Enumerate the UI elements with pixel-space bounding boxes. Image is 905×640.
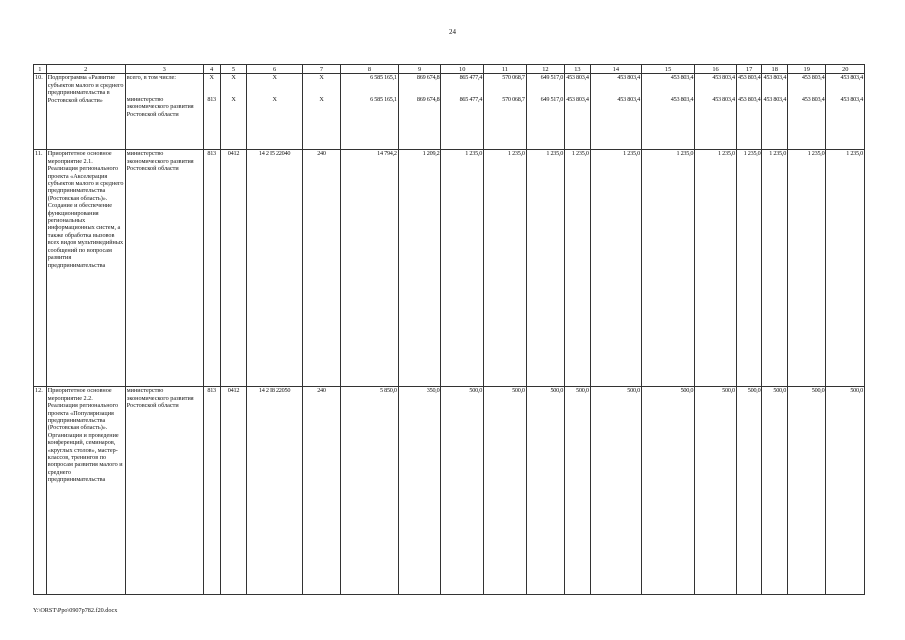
cell: Х bbox=[302, 74, 340, 96]
header-cell: 11 bbox=[484, 65, 527, 74]
value-cell: 500,0 bbox=[826, 387, 865, 595]
executor: всего, в том числе: bbox=[125, 74, 203, 96]
header-cell: 8 bbox=[341, 65, 399, 74]
value-cell: 453 803,4 bbox=[590, 96, 641, 150]
value-cell: 500,0 bbox=[762, 387, 788, 595]
value-cell: 453 803,4 bbox=[736, 74, 762, 96]
cell: 813 bbox=[203, 150, 220, 387]
cell: 240 bbox=[302, 387, 340, 595]
table-row bbox=[34, 150, 865, 387]
program-name: Приоритетное основное мероприятие 2.2. Реализация регионального проекта «Популяризация предпринимательства (Ростовская область)». Организация и проведение конференций, семинаров, «круглых столов», мастер-классов, тренингов по вопросам развития малого и среднего предпринимательства bbox=[46, 387, 125, 595]
value-cell: 453 803,4 bbox=[565, 96, 591, 150]
value-cell: 1 235,0 bbox=[441, 150, 484, 387]
page-number: 24 bbox=[449, 28, 456, 36]
header-cell: 2 bbox=[46, 65, 125, 74]
cell: 14 2 I8 22050 bbox=[247, 387, 302, 595]
cell: Х bbox=[220, 96, 247, 150]
value-cell: 1 235,0 bbox=[641, 150, 694, 387]
value-cell: 453 803,4 bbox=[788, 96, 826, 150]
header-cell: 14 bbox=[590, 65, 641, 74]
header-cell: 18 bbox=[762, 65, 788, 74]
header-cell: 19 bbox=[788, 65, 826, 74]
cell: Х bbox=[203, 74, 220, 96]
header-cell: 3 bbox=[125, 65, 203, 74]
budget-table bbox=[33, 64, 865, 595]
value-cell: 570 068,7 bbox=[484, 96, 527, 150]
value-cell: 453 803,4 bbox=[695, 74, 737, 96]
value-cell: 649 517,0 bbox=[526, 74, 564, 96]
value-cell: 1 235,0 bbox=[484, 150, 527, 387]
value-cell: 865 477,4 bbox=[441, 96, 484, 150]
row-number: 12. bbox=[34, 387, 47, 595]
header-cell: 15 bbox=[641, 65, 694, 74]
header-cell: 10 bbox=[441, 65, 484, 74]
value-cell: 1 235,0 bbox=[788, 150, 826, 387]
header-row bbox=[34, 65, 865, 74]
table-row bbox=[34, 74, 865, 96]
value-cell: 453 803,4 bbox=[695, 96, 737, 150]
value-cell: 500,0 bbox=[484, 387, 527, 595]
value-cell: 1 235,0 bbox=[565, 150, 591, 387]
cell: Х bbox=[302, 96, 340, 150]
file-path-footer: Y:\ORST\Ppo\0907p782.f20.docx bbox=[33, 607, 118, 614]
table-row bbox=[34, 387, 865, 595]
cell: 813 bbox=[203, 387, 220, 595]
row-number: 11. bbox=[34, 150, 47, 387]
value-cell: 1 235,0 bbox=[526, 150, 564, 387]
value-cell: 6 585 165,1 bbox=[341, 74, 399, 96]
value-cell: 453 803,4 bbox=[762, 74, 788, 96]
value-cell: 500,0 bbox=[641, 387, 694, 595]
value-cell: 865 477,4 bbox=[441, 74, 484, 96]
cell: Х bbox=[220, 74, 247, 96]
row-number: 10. bbox=[34, 74, 47, 150]
value-cell: 1 235,0 bbox=[736, 150, 762, 387]
header-cell: 7 bbox=[302, 65, 340, 74]
value-cell: 1 235,0 bbox=[590, 150, 641, 387]
value-cell: 453 803,4 bbox=[762, 96, 788, 150]
value-cell: 869 674,8 bbox=[398, 96, 441, 150]
program-name: Подпрограмма «Развитие субъектов малого и среднего предпринимательства в Ростовской области» bbox=[46, 74, 125, 150]
header-cell: 13 bbox=[565, 65, 591, 74]
executor: министерство экономического развития Ростовской области bbox=[125, 96, 203, 150]
value-cell: 1 235,0 bbox=[826, 150, 865, 387]
header-cell: 6 bbox=[247, 65, 302, 74]
value-cell: 570 068,7 bbox=[484, 74, 527, 96]
header-cell: 5 bbox=[220, 65, 247, 74]
cell: 0412 bbox=[220, 150, 247, 387]
cell: Х bbox=[247, 74, 302, 96]
header-cell: 9 bbox=[398, 65, 441, 74]
value-cell: 6 585 165,1 bbox=[341, 96, 399, 150]
executor: министерство экономического развития Ростовской области bbox=[125, 387, 203, 595]
value-cell: 453 803,4 bbox=[826, 74, 865, 96]
value-cell: 453 803,4 bbox=[565, 74, 591, 96]
cell: 240 bbox=[302, 150, 340, 387]
header-cell: 17 bbox=[736, 65, 762, 74]
value-cell: 1 235,0 bbox=[762, 150, 788, 387]
header-cell: 1 bbox=[34, 65, 47, 74]
value-cell: 500,0 bbox=[441, 387, 484, 595]
value-cell: 453 803,4 bbox=[736, 96, 762, 150]
value-cell: 5 850,0 bbox=[341, 387, 399, 595]
value-cell: 350,0 bbox=[398, 387, 441, 595]
value-cell: 1 209,2 bbox=[398, 150, 441, 387]
value-cell: 1 235,0 bbox=[695, 150, 737, 387]
value-cell: 500,0 bbox=[565, 387, 591, 595]
value-cell: 453 803,4 bbox=[641, 74, 694, 96]
value-cell: 500,0 bbox=[788, 387, 826, 595]
table-row bbox=[34, 96, 865, 150]
value-cell: 14 794,2 bbox=[341, 150, 399, 387]
value-cell: 500,0 bbox=[590, 387, 641, 595]
value-cell: 869 674,8 bbox=[398, 74, 441, 96]
header-cell: 12 bbox=[526, 65, 564, 74]
cell: 813 bbox=[203, 96, 220, 150]
header-cell: 4 bbox=[203, 65, 220, 74]
value-cell: 649 517,0 bbox=[526, 96, 564, 150]
executor: министерство экономического развития Ростовской области bbox=[125, 150, 203, 387]
value-cell: 453 803,4 bbox=[788, 74, 826, 96]
cell: 0412 bbox=[220, 387, 247, 595]
header-cell: 16 bbox=[695, 65, 737, 74]
cell: 14 2 I5 22040 bbox=[247, 150, 302, 387]
header-cell: 20 bbox=[826, 65, 865, 74]
value-cell: 453 803,4 bbox=[641, 96, 694, 150]
value-cell: 453 803,4 bbox=[826, 96, 865, 150]
value-cell: 500,0 bbox=[695, 387, 737, 595]
value-cell: 500,0 bbox=[526, 387, 564, 595]
value-cell: 500,0 bbox=[736, 387, 762, 595]
value-cell: 453 803,4 bbox=[590, 74, 641, 96]
program-name: Приоритетное основное мероприятие 2.1. Реализация регионального проекта «Акселерация субъектов малого и среднего предпринимательства (Ростовская область)». Создание и обеспечение функционирования региональных информационных систем, а также обработка вызовов всех видов мультимедийных сообщений по вопросам развития предпринимательства bbox=[46, 150, 125, 387]
cell: Х bbox=[247, 96, 302, 150]
